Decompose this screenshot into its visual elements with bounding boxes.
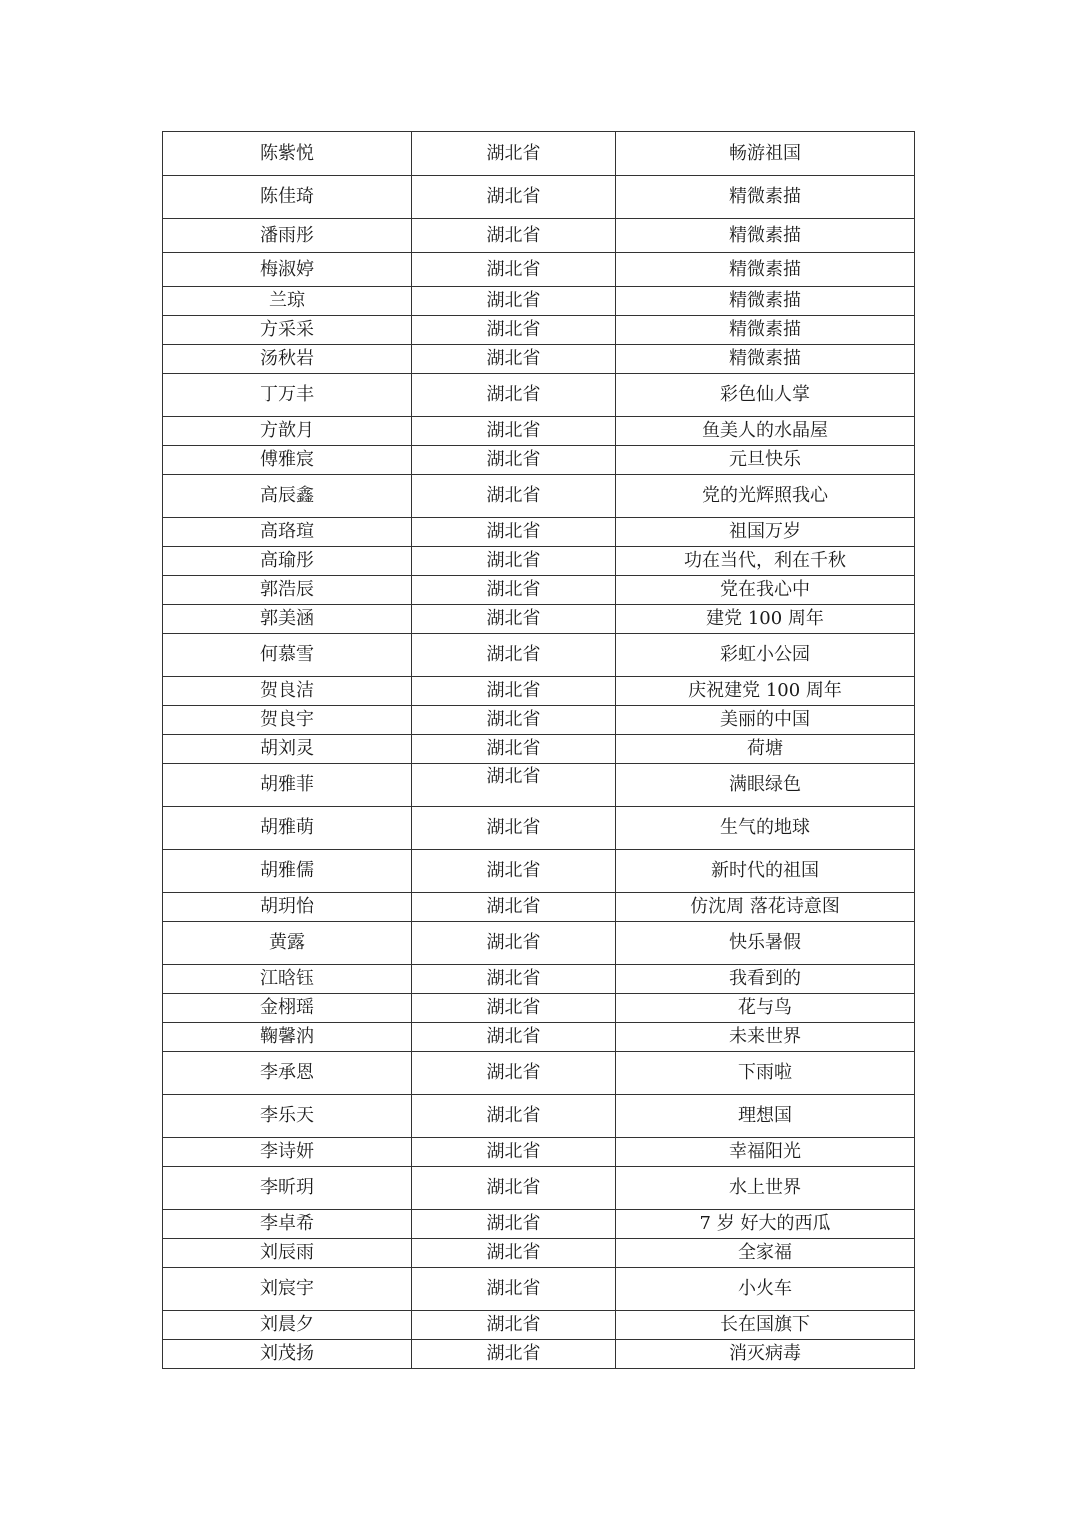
- work-title-cell: 精微素描: [616, 345, 915, 374]
- province-cell: 湖北省: [412, 576, 616, 605]
- province-cell: 湖北省: [412, 893, 616, 922]
- name-cell: 刘辰雨: [163, 1239, 412, 1268]
- table-row: [163, 764, 915, 807]
- province-cell: 湖北省: [412, 764, 616, 807]
- name-cell: 刘晨夕: [163, 1311, 412, 1340]
- table-row: [163, 219, 915, 253]
- work-title-cell: 党的光辉照我心: [616, 475, 915, 518]
- work-title-cell: 我看到的: [616, 965, 915, 994]
- work-title-cell: 全家福: [616, 1239, 915, 1268]
- name-cell: 何慕雪: [163, 634, 412, 677]
- province-cell: 湖北省: [412, 1268, 616, 1311]
- table-row: [163, 345, 915, 374]
- name-cell: 兰琼: [163, 287, 412, 316]
- table-row: [163, 374, 915, 417]
- province-cell: 湖北省: [412, 446, 616, 475]
- table-row: [163, 994, 915, 1023]
- work-title-cell: 精微素描: [616, 287, 915, 316]
- work-title-cell: 功在当代，利在千秋: [616, 547, 915, 576]
- name-cell: 高珞瑄: [163, 518, 412, 547]
- province-cell: 湖北省: [412, 735, 616, 764]
- province-cell: 湖北省: [412, 219, 616, 253]
- table-row: [163, 475, 915, 518]
- name-cell: 胡玥怡: [163, 893, 412, 922]
- province-cell: 湖北省: [412, 1052, 616, 1095]
- name-cell: 高瑜彤: [163, 547, 412, 576]
- name-cell: 胡雅儒: [163, 850, 412, 893]
- name-cell: 李乐天: [163, 1095, 412, 1138]
- table-row: [163, 1311, 915, 1340]
- table-row: [163, 850, 915, 893]
- province-cell: 湖北省: [412, 253, 616, 287]
- work-title-cell: 7 岁 好大的西瓜: [616, 1210, 915, 1239]
- name-cell: 刘茂扬: [163, 1340, 412, 1369]
- province-cell: 湖北省: [412, 176, 616, 219]
- table-row: [163, 677, 915, 706]
- name-cell: 汤秋岩: [163, 345, 412, 374]
- province-cell: 湖北省: [412, 1095, 616, 1138]
- work-title-cell: 庆祝建党 100 周年: [616, 677, 915, 706]
- province-cell: 湖北省: [412, 807, 616, 850]
- province-cell: 湖北省: [412, 417, 616, 446]
- name-cell: 李卓希: [163, 1210, 412, 1239]
- name-cell: 黄露: [163, 922, 412, 965]
- province-cell: 湖北省: [412, 518, 616, 547]
- table-row: [163, 893, 915, 922]
- name-cell: 方采采: [163, 316, 412, 345]
- table-row: [163, 1138, 915, 1167]
- table-row: [163, 735, 915, 764]
- name-cell: 金栩瑶: [163, 994, 412, 1023]
- name-cell: 陈佳琦: [163, 176, 412, 219]
- province-cell: 湖北省: [412, 316, 616, 345]
- table-row: [163, 132, 915, 176]
- province-cell: 湖北省: [412, 1138, 616, 1167]
- table-row: [163, 1268, 915, 1311]
- work-title-cell: 花与鸟: [616, 994, 915, 1023]
- table-row: [163, 446, 915, 475]
- work-title-cell: 彩虹小公园: [616, 634, 915, 677]
- work-title-cell: 精微素描: [616, 316, 915, 345]
- work-title-cell: 下雨啦: [616, 1052, 915, 1095]
- work-title-cell: 荷塘: [616, 735, 915, 764]
- name-cell: 胡雅菲: [163, 764, 412, 807]
- table-row: [163, 1239, 915, 1268]
- province-cell: 湖北省: [412, 850, 616, 893]
- table-row: [163, 547, 915, 576]
- work-title-cell: 美丽的中国: [616, 706, 915, 735]
- name-cell: 潘雨彤: [163, 219, 412, 253]
- name-cell: 李承恩: [163, 1052, 412, 1095]
- name-cell: 李诗妍: [163, 1138, 412, 1167]
- work-title-cell: 快乐暑假: [616, 922, 915, 965]
- name-cell: 方歆月: [163, 417, 412, 446]
- table-row: [163, 922, 915, 965]
- work-title-cell: 建党 100 周年: [616, 605, 915, 634]
- table-row: [163, 417, 915, 446]
- name-cell: 陈紫悦: [163, 132, 412, 176]
- work-title-cell: 幸福阳光: [616, 1138, 915, 1167]
- work-title-cell: 畅游祖国: [616, 132, 915, 176]
- province-cell: 湖北省: [412, 1023, 616, 1052]
- province-cell: 湖北省: [412, 287, 616, 316]
- province-cell: 湖北省: [412, 132, 616, 176]
- table-row: [163, 605, 915, 634]
- province-cell: 湖北省: [412, 965, 616, 994]
- table-row: [163, 1210, 915, 1239]
- table-row: [163, 1023, 915, 1052]
- table-row: [163, 634, 915, 677]
- table-row: [163, 965, 915, 994]
- province-cell: 湖北省: [412, 374, 616, 417]
- table-row: [163, 176, 915, 219]
- award-list-body: [163, 132, 915, 1369]
- table-row: [163, 706, 915, 735]
- province-cell: 湖北省: [412, 922, 616, 965]
- work-title-cell: 长在国旗下: [616, 1311, 915, 1340]
- table-row: [163, 253, 915, 287]
- work-title-cell: 元旦快乐: [616, 446, 915, 475]
- name-cell: 鞠馨汭: [163, 1023, 412, 1052]
- name-cell: 李昕玥: [163, 1167, 412, 1210]
- table-row: [163, 1167, 915, 1210]
- work-title-cell: 理想国: [616, 1095, 915, 1138]
- name-cell: 郭浩辰: [163, 576, 412, 605]
- province-cell: 湖北省: [412, 605, 616, 634]
- work-title-cell: 满眼绿色: [616, 764, 915, 807]
- work-title-cell: 未来世界: [616, 1023, 915, 1052]
- work-title-cell: 精微素描: [616, 253, 915, 287]
- work-title-cell: 小火车: [616, 1268, 915, 1311]
- work-title-cell: 水上世界: [616, 1167, 915, 1210]
- province-cell: 湖北省: [412, 1167, 616, 1210]
- award-list-table: [162, 131, 915, 1369]
- table-row: [163, 1340, 915, 1369]
- table-row: [163, 316, 915, 345]
- name-cell: 胡刘灵: [163, 735, 412, 764]
- name-cell: 刘宸宇: [163, 1268, 412, 1311]
- name-cell: 郭美涵: [163, 605, 412, 634]
- work-title-cell: 精微素描: [616, 219, 915, 253]
- table-row: [163, 1052, 915, 1095]
- name-cell: 梅淑婷: [163, 253, 412, 287]
- table-row: [163, 287, 915, 316]
- province-cell: 湖北省: [412, 475, 616, 518]
- province-cell: 湖北省: [412, 1340, 616, 1369]
- province-cell: 湖北省: [412, 1239, 616, 1268]
- work-title-cell: 祖国万岁: [616, 518, 915, 547]
- work-title-cell: 党在我心中: [616, 576, 915, 605]
- work-title-cell: 鱼美人的水晶屋: [616, 417, 915, 446]
- table-row: [163, 807, 915, 850]
- name-cell: 胡雅萌: [163, 807, 412, 850]
- name-cell: 贺良宇: [163, 706, 412, 735]
- work-title-cell: 消灭病毒: [616, 1340, 915, 1369]
- province-cell: 湖北省: [412, 706, 616, 735]
- province-cell: 湖北省: [412, 677, 616, 706]
- table-row: [163, 576, 915, 605]
- province-cell: 湖北省: [412, 345, 616, 374]
- work-title-cell: 精微素描: [616, 176, 915, 219]
- name-cell: 丁万丰: [163, 374, 412, 417]
- province-cell: 湖北省: [412, 634, 616, 677]
- work-title-cell: 彩色仙人掌: [616, 374, 915, 417]
- table-row: [163, 518, 915, 547]
- province-cell: 湖北省: [412, 547, 616, 576]
- name-cell: 江晗钰: [163, 965, 412, 994]
- work-title-cell: 新时代的祖国: [616, 850, 915, 893]
- table-row: [163, 1095, 915, 1138]
- work-title-cell: 生气的地球: [616, 807, 915, 850]
- province-cell: 湖北省: [412, 1311, 616, 1340]
- name-cell: 傅雅宸: [163, 446, 412, 475]
- province-cell: 湖北省: [412, 994, 616, 1023]
- work-title-cell: 仿沈周 落花诗意图: [616, 893, 915, 922]
- name-cell: 高辰鑫: [163, 475, 412, 518]
- province-cell: 湖北省: [412, 1210, 616, 1239]
- name-cell: 贺良洁: [163, 677, 412, 706]
